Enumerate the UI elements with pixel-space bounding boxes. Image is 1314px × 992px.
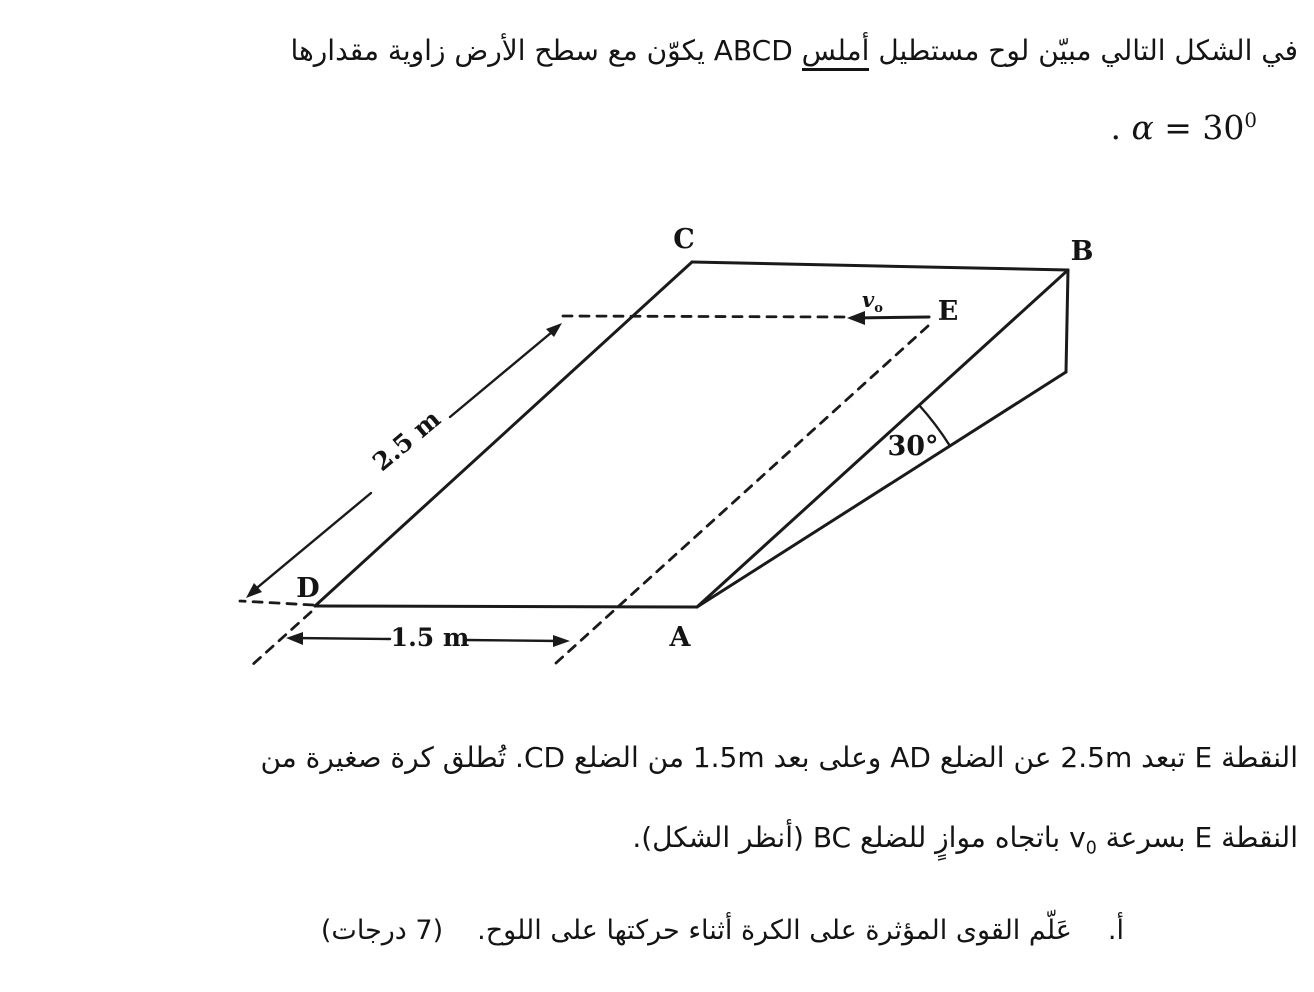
formula-period: .: [1110, 108, 1132, 147]
edge-cd-left: [315, 262, 692, 606]
dim-1-5m-arrowhead-left: [286, 632, 303, 645]
intro-line-1-before: في الشكل التالي مبيّن لوح مستطيل: [869, 34, 1298, 67]
velocity-label-base: v: [862, 287, 875, 312]
dim-1-5m-label: 1.5 m: [390, 623, 470, 652]
question-a-line: [321, 915, 1124, 946]
velocity-symbol-inline: [1069, 821, 1097, 859]
formula-exponent: 0: [1244, 109, 1257, 132]
dashed-horizontal-through-e: [563, 316, 847, 317]
formula-alpha-symbol: α: [1131, 108, 1154, 147]
intro-line-1: [290, 34, 1298, 67]
velocity-arrowhead: [847, 311, 865, 325]
paragraph-line-1: النقطة E تبعد 2.5m عن الضلع AD وعلى بعد 1.5m من الضلع CD. تُطلق كرة صغيرة من: [260, 741, 1298, 774]
inclined-plank-svg: [198, 212, 1118, 684]
velocity-symbol-sub: 0: [1085, 838, 1097, 859]
edge-cb-top: [692, 262, 1068, 270]
dim-1-5m-segment-left: [292, 638, 390, 639]
angle-label: 30°: [887, 431, 939, 462]
vertex-label-c: C: [673, 224, 695, 255]
vertex-label-a: A: [669, 622, 691, 653]
edge-ground-base: [697, 372, 1066, 607]
velocity-symbol-base: v: [1069, 821, 1086, 854]
velocity-label: [862, 287, 883, 316]
dim-2-5m-segment-upper: [450, 327, 558, 417]
question-points: (7 درجات): [320, 915, 444, 946]
inclined-plank-figure: [198, 212, 1118, 684]
vertex-label-b: B: [1070, 236, 1094, 267]
vertex-label-e: E: [937, 296, 959, 327]
formula-equals-value: = 30: [1153, 108, 1245, 147]
paragraph-line-2: [632, 821, 1298, 859]
paragraph-line-2-after: باتجاه موازٍ للضلع BC (أنظر الشكل).: [632, 821, 1070, 854]
dim-2-5m-label: 2.5 m: [367, 404, 446, 477]
underlined-word-smooth: أملس: [802, 34, 870, 71]
dim-1-5m-segment-right: [465, 640, 560, 641]
vertex-label-d: D: [296, 573, 320, 604]
velocity-label-sub: o: [874, 301, 883, 316]
intro-line-1-after: ABCD يكوّن مع سطح الأرض زاوية مقدارها: [290, 34, 802, 67]
paragraph-line-2-before: النقطة E بسرعة: [1096, 821, 1298, 854]
edge-da-bottom: [315, 606, 697, 607]
edge-ab-incline: [697, 270, 1068, 607]
edge-b-vertical-thickness: [1066, 270, 1068, 372]
question-marker: أ.: [1107, 915, 1124, 946]
dim-1-5m-arrowhead-right: [553, 635, 570, 647]
question-text: عَلّم القوى المؤثرة على الكرة أثناء حركتها على اللوح.: [477, 915, 1072, 946]
angle-formula-line: [1111, 108, 1258, 147]
